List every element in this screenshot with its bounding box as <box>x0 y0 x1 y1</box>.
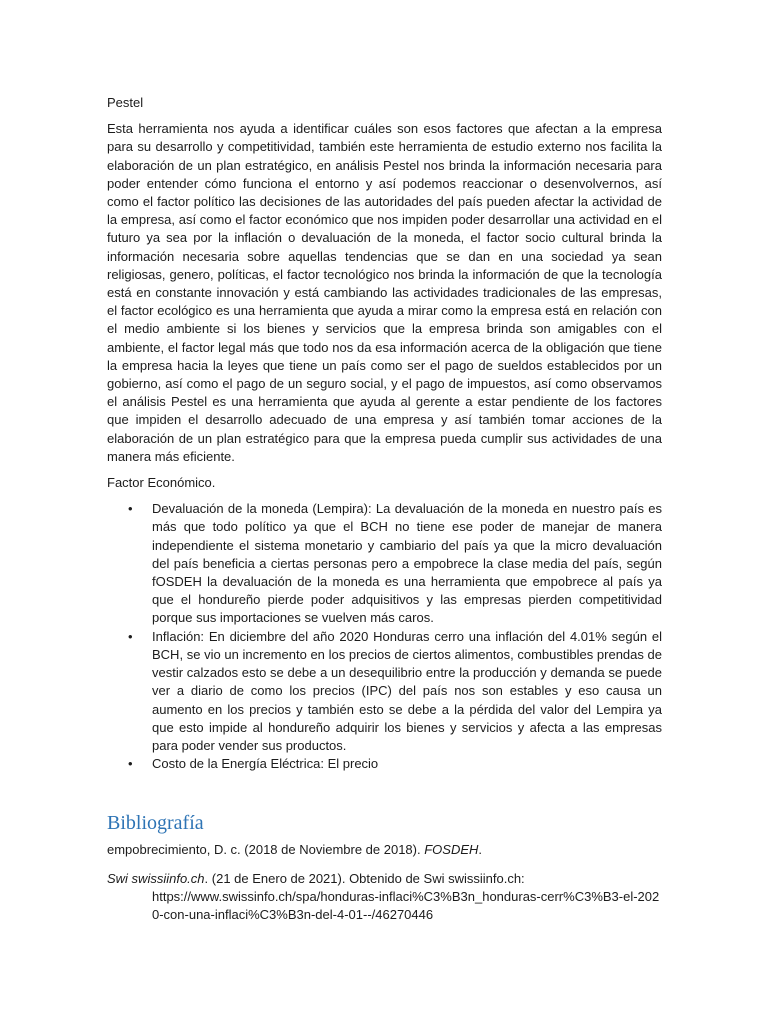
bullet-text: Inflación: En diciembre del año 2020 Honduras cerro una inflación del 4.01% según el BCH, se vio un incremento en los precios de ciertos alimentos, combustibles prendas de vestir calzados esto se debe a un desequilibrio entre la producción y demanda se puede ver a diario de como los precios (IPC) del país nos son estables y eso causa un aumento en los precios y también esto se debe a la pérdida del valor del Lempira ya que esto impide al hondureño adquirir los bienes y servicios y afecta a las empresas para poder vender sus productos. <box>152 628 662 753</box>
reference-2-text: . (21 de Enero de 2021). Obtenido de Swi swissiinfo.ch: <box>204 870 525 886</box>
factor-economico-heading: Factor Económico. <box>107 475 216 491</box>
bibliography-title: Bibliografía <box>107 812 204 835</box>
reference-2 <box>107 870 662 925</box>
pestel-paragraph: Esta herramienta nos ayuda a identificar cuáles son esos factores que afectan a la empresa para su desarrollo y competitividad, también este herramienta de estudio externo nos facilita la elaboración de un plan estratégico, en análisis Pestel nos brinda la información necesaria para poder entender cómo funciona el entorno y así podemos reaccionar o desenvolvernos, así como el factor político las decisiones de las autoridades del país pueden afectar la actividad de la empresa, así como el factor económico que nos impiden poder desarrollar una actividad en el futuro ya sea por la inflación o devaluación de la moneda, el factor socio cultural brinda la información necesaria sobre aquellas tendencias que se dan en una sociedad ya sean religiosas, genero, políticas, el factor tecnológico nos brinda la información de que la tecnología está en constante innovación y está cambiando las actividades tradicionales de las empresas, el factor ecológico es una herramienta que ayuda a mirar como la empresa está en relación con el medio ambiente si los bienes y servicios que la empresa brinda son amigables con el ambiente, el factor legal más que todo nos da esa información acerca de la obligación que tiene la empresa hacia la leyes que tiene un país como ser el pago de sueldos establecidos por un gobierno, así como el pago de un seguro social, y el pago de impuestos, así como observamos el análisis Pestel es una herramienta que ayuda al gerente a estar pendiente de los factores que impiden el desarrollo adecuado de una empresa y así también tomar acciones de la elaboración de un plan estratégico para que la empresa pueda cumplir sus actividades de una manera más eficiente. <box>107 121 662 464</box>
bullet-text: Devaluación de la moneda (Lempira): La devaluación de la moneda en nuestro país es más que todo político ya que el BCH no tiene ese poder de manejar de manera independiente el sistema monetario y cambiario del país ya que la micro devaluación del país beneficia a ciertas personas pero a empobrece la clase media del país, según fOSDEH la devaluación de la moneda es una herramienta que empobrece al país ya que el hondureño pierde poder adquisitivos y las empresas pierden competitividad porque sus importaciones se vuelven más caros. <box>152 501 662 626</box>
reference-2-url[interactable]: https://www.swissinfo.ch/spa/honduras-inflaci%C3%B3n_honduras-cerr%C3%B3-el-2020-con-una-inflaci%C3%B3n-del-4-01--/46270446 <box>152 888 660 922</box>
bullet-icon: • <box>128 756 133 772</box>
bullet-text: Costo de la Energía Eléctrica: El precio <box>152 756 379 772</box>
reference-1 <box>107 841 662 859</box>
bullet-list <box>107 500 662 773</box>
reference-2-source: Swi swissiinfo.ch <box>107 870 205 886</box>
list-item <box>107 755 662 773</box>
list-item <box>107 500 662 627</box>
reference-1-end: . <box>478 842 483 858</box>
reference-1-source: FOSDEH <box>424 842 479 858</box>
list-item <box>107 628 662 755</box>
section-heading: Pestel <box>107 95 144 110</box>
document-body <box>107 94 662 934</box>
bullet-icon: • <box>128 628 133 644</box>
bullet-icon: • <box>128 501 133 517</box>
reference-1-text: empobrecimiento, D. c. (2018 de Noviembre de 2018). <box>107 842 425 858</box>
